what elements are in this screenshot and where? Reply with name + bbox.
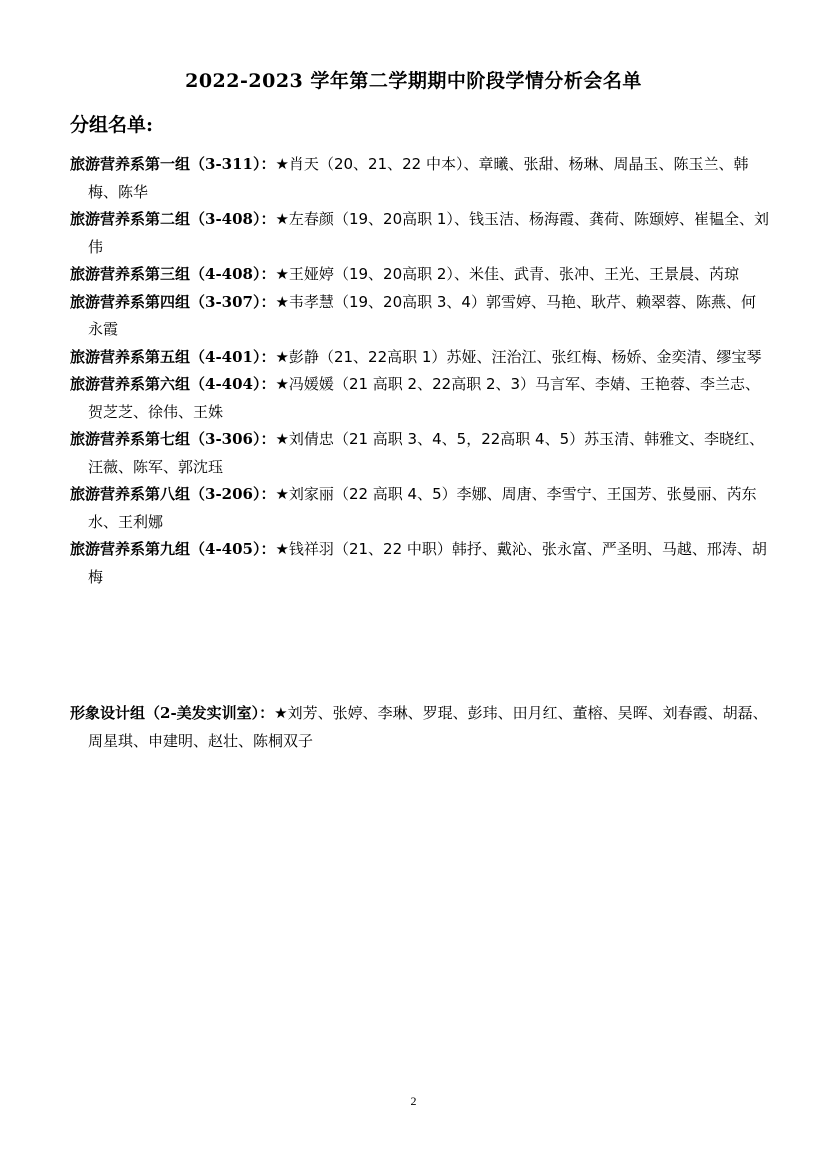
group-leader: ★刘芳 (274, 704, 318, 722)
group-leader: ★刘倩忠 (275, 430, 334, 448)
group-item-8 (70, 481, 770, 536)
group-members: 马言军、李婧、王艳蓉、李兰志、贺芝芝、徐伟、王姝 (88, 375, 761, 421)
group-members: 韩抒、戴沁、张永富、严圣明、马越、邢涛、胡梅 (88, 540, 767, 586)
group-scope: （21、22 中职） (333, 540, 452, 558)
page-title: 2022-2023 学年第二学期期中阶段学情分析会名单 (185, 70, 642, 92)
group-leader: ★韦孝慧 (275, 292, 334, 311)
group-members: 、章曦、张甜、杨琳、周晶玉、陈玉兰、韩梅、陈华 (88, 155, 749, 201)
group-item-2 (70, 206, 770, 261)
group-item-1 (70, 151, 770, 206)
group-label: 旅游营养系第七组（3-306）： (70, 430, 276, 448)
group-label: 旅游营养系第五组（4-401）： (70, 347, 276, 366)
group-members: 郭雪婷、马艳、耿芹、赖翠蓉、陈燕、何永霞 (88, 292, 756, 338)
group-item-5 (70, 344, 770, 372)
group-item-3 (70, 261, 770, 289)
group-label: 旅游营养系第一组（3-311）： (70, 155, 276, 173)
group-members: 、钱玉洁、杨海霞、龚荷、陈颋婷、崔韫全、刘伟 (88, 210, 769, 256)
design-group-item (70, 700, 770, 755)
group-label: 旅游营养系第二组（3-408）： (70, 210, 276, 228)
group-label: 旅游营养系第九组（4-405）： (70, 540, 276, 558)
group-list (70, 151, 770, 591)
group-scope: （22 高职 4、5） (333, 485, 457, 503)
group-leader: ★肖天 (275, 155, 319, 173)
group-label: 形象设计组（2-美发实训室）： (70, 704, 275, 722)
group-leader: ★王娅婷 (275, 265, 334, 283)
group-scope: （21 高职 2、22高职 2、3） (333, 375, 536, 393)
group-item-6 (70, 371, 770, 426)
group-leader: ★钱祥羽 (275, 540, 334, 558)
group-scope: （19、20高职 3、4） (333, 292, 486, 311)
group-item-4 (70, 289, 770, 344)
group-label: 旅游营养系第四组（3-307）： (70, 292, 276, 311)
group-leader: ★彭静 (275, 347, 319, 366)
section-heading: 分组名单: (70, 114, 154, 136)
group-scope: （21 高职 3、4、5，22高职 4、5） (333, 430, 585, 448)
group-label: 旅游营养系第三组（4-408）： (70, 265, 276, 283)
group-scope: （21、22高职 1） (318, 347, 447, 366)
group-leader: ★左春颜 (275, 210, 334, 228)
group-members: 、张婷、李琳、罗琨、彭玮、田月红、董榕、吴晖、刘春霞、胡磊、周星琪、申建明、赵壮、陈桐双子 (88, 704, 768, 750)
group-scope: （19、20高职 2） (333, 265, 454, 283)
group-members: 苏娅、汪治江、张红梅、杨娇、金奕清、缪宝琴 (446, 347, 762, 366)
group-members: 苏玉清、韩雅文、李晓红、汪薇、陈军、郭沈珏 (88, 430, 765, 476)
group-leader: ★刘家丽 (275, 485, 334, 503)
group-scope: （20、21、22 中本） (318, 155, 464, 173)
page-number: 2 (410, 1094, 417, 1108)
design-group (70, 700, 770, 755)
group-item-7 (70, 426, 770, 481)
group-label: 旅游营养系第六组（4-404）： (70, 375, 276, 393)
group-members: 、米佳、武青、张冲、王光、王景晨、芮琼 (453, 265, 739, 283)
group-item-9 (70, 536, 770, 591)
group-label: 旅游营养系第八组（3-206）： (70, 485, 276, 503)
group-scope: （19、20高职 1） (333, 210, 454, 228)
group-members: 李娜、周唐、李雪宁、王国芳、张曼丽、芮东水、王利娜 (88, 485, 757, 531)
group-leader: ★冯媛媛 (275, 375, 334, 393)
